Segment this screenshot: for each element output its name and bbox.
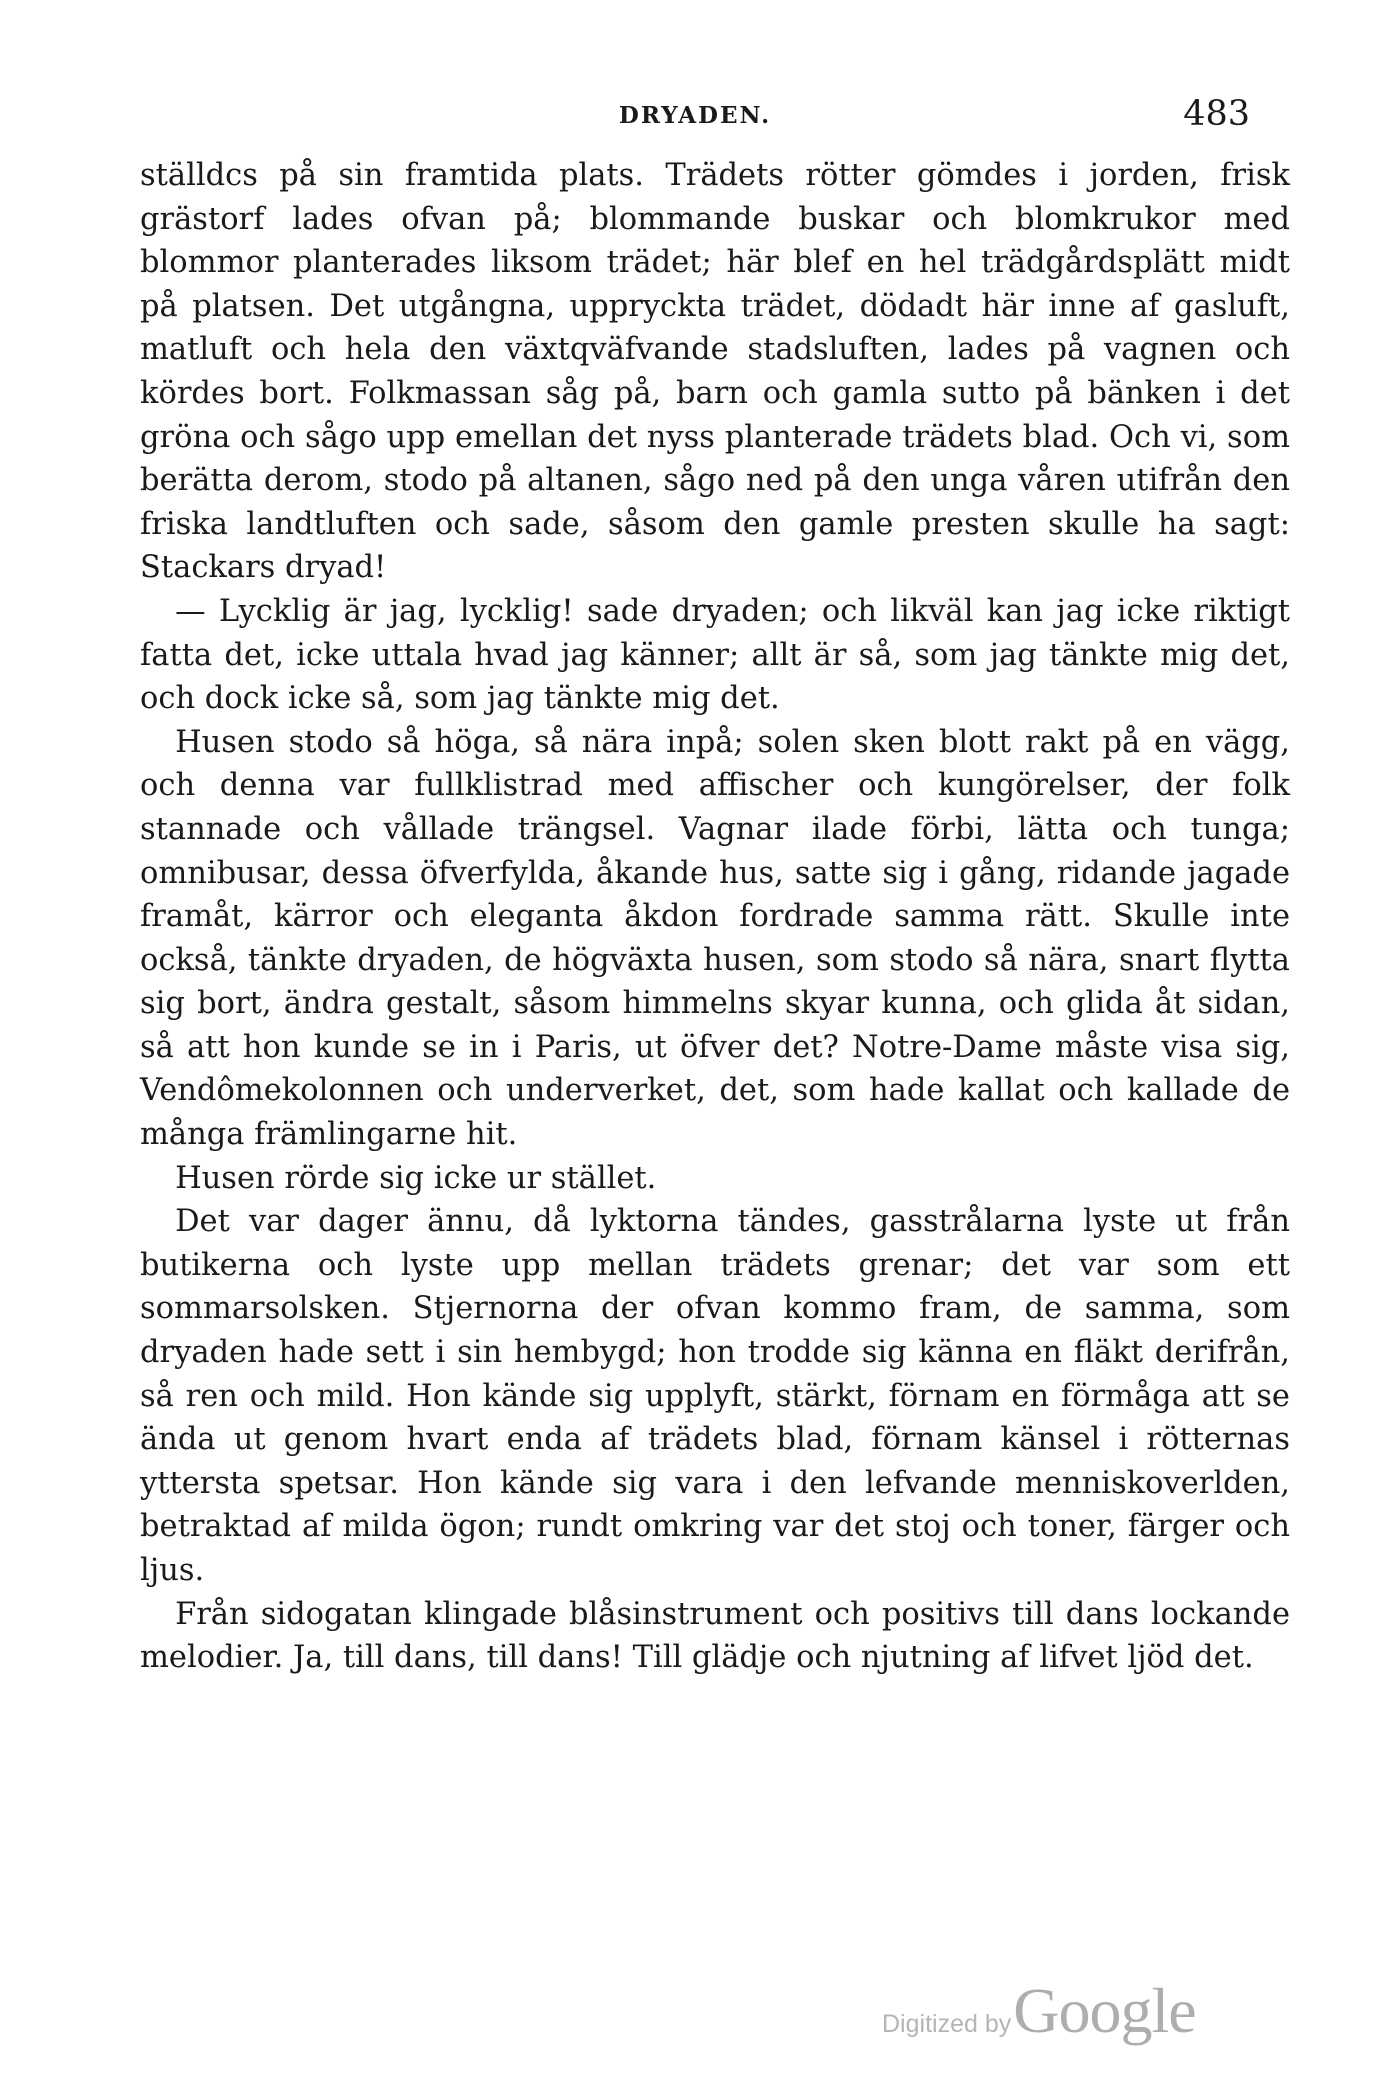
paragraph-2: — Lycklig är jag, lycklig! sade dryaden; och likväl kan jag icke riktigt fatta det, icke uttala hvad jag känner; allt är så, som jag tänkte mig det, och dock icke så, som jag tänkte mig det. — [140, 593, 1290, 717]
running-title: DRYADEN. — [618, 102, 772, 129]
paragraph-4: Husen rörde sig icke ur stället. — [175, 1160, 657, 1196]
page-number: 483 — [1183, 94, 1250, 134]
running-head — [140, 88, 1250, 148]
paragraph-5: Det var dager ännu, då lyktorna tändes, gasstrålarna lyste ut från butikerna och lyste upp mellan trädets grenar; det var som ett sommarsolsken. Stjernorna der ofvan kommo fram, de samma, som dryaden hade sett i sin hembygd; hon trodde sig känna en fläkt derifrån, så ren och mild. Hon kände sig upplyft, stärkt, förnam en förmåga att se ända ut genom hvart enda af trädets blad, förnam känsel i rötternas yttersta spetsar. Hon kände sig vara i den lefvande menniskoverlden, betraktad af milda ögon; rundt omkring var det stoj och toner, färger och ljus. — [140, 1204, 1290, 1588]
body-text — [140, 154, 1290, 1680]
paragraph-1: ställdcs på sin framtida plats. Trädets rötter gömdes i jorden, frisk grästorf lades ofvan på; blommande buskar och blomkrukor med blommor planterades liksom trädet; här blef en hel trädgårdsplätt midt på platsen. Det utgångna, uppryckta trädet, dödadt här inne af gasluft, matluft och hela den växtqväfvande stadsluften, lades på vagnen och kördes bort. Folkmassan såg på, barn och gamla sutto på bänken i det gröna och sågo upp emellan det nyss planterade trädets blad. Och vi, som berätta derom, stodo på altanen, sågo ned på den unga våren utifrån den friska landtluften och sade, såsom den gamle presten skulle ha sagt: Stackars dryad! — [140, 158, 1290, 586]
paragraph-6: Från sidogatan klingade blåsinstrument och positivs till dans lockande melodier. Ja, till dans, till dans! Till glädje och njutning af lifvet ljöd det. — [140, 1596, 1290, 1676]
watermark-prefix: Digitized by — [882, 2010, 1012, 2038]
google-logo: Google — [1013, 1975, 1196, 2046]
digitized-watermark — [882, 1974, 1196, 2044]
paragraph-3: Husen stodo så höga, så nära inpå; solen sken blott rakt på en vägg, och denna var fullklistrad med affischer och kungörelser, der folk stannade och vållade trängsel. Vagnar ilade förbi, lätta och tunga; omnibusar, dessa öfverfylda, åkande hus, satte sig i gång, ridande jagade framåt, kärror och eleganta åkdon fordrade samma rätt. Skulle inte också, tänkte dryaden, de högväxta husen, som stodo så nära, snart flytta sig bort, ändra gestalt, såsom himmelns skyar kunna, och glida åt sidan, så att hon kunde se in i Paris, ut öfver det? Notre-Dame måste visa sig, Vendômekolonnen och underverket, det, som hade kallat och kallade de många främlingarne hit. — [140, 724, 1290, 1153]
